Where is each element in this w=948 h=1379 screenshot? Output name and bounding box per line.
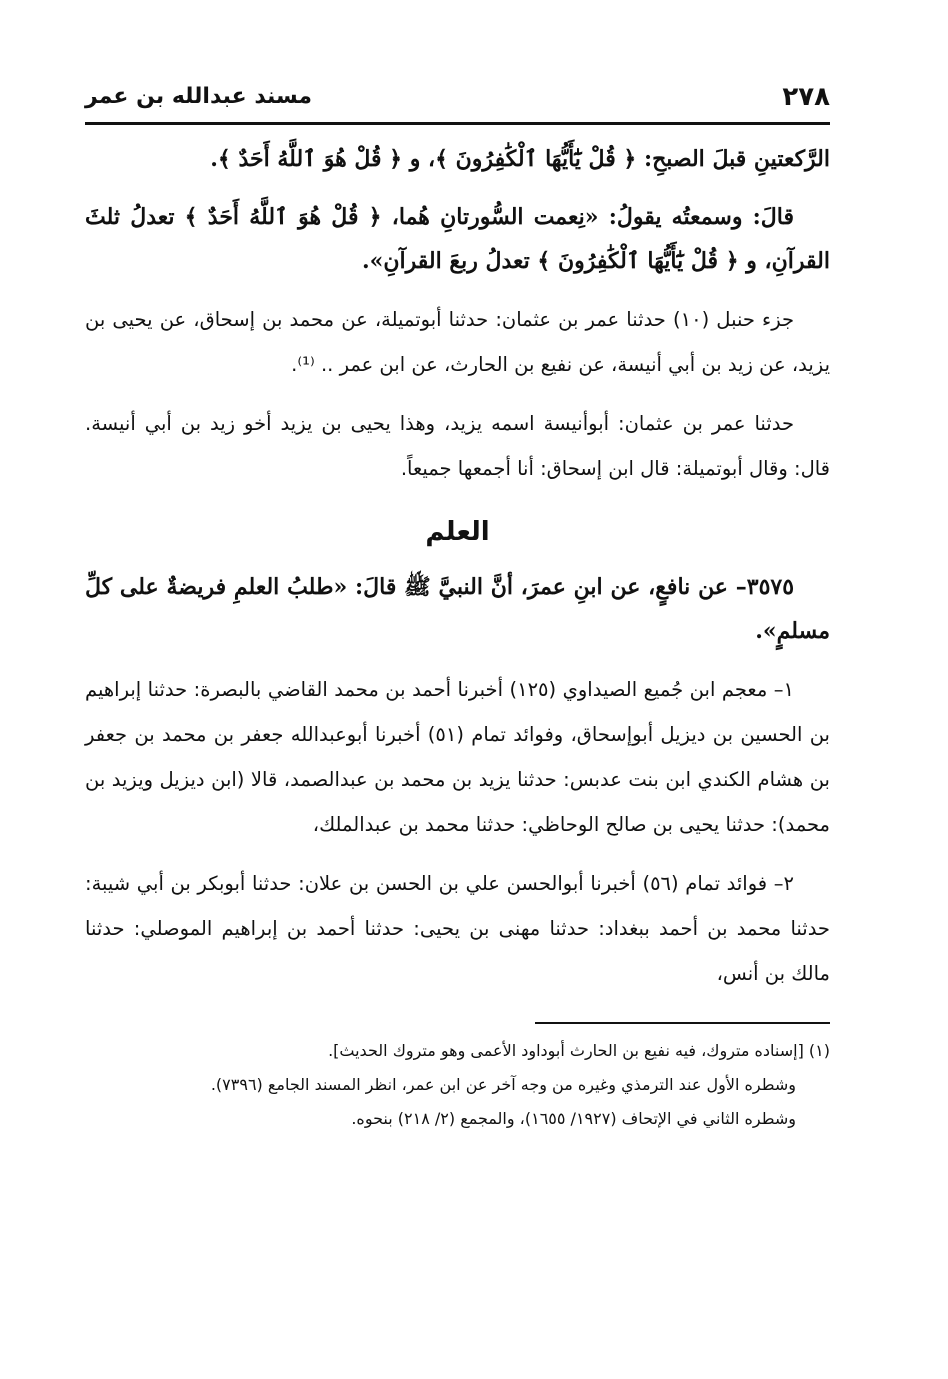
hadith-saying: قالَ: وسمعتُه يقولُ: «نِعمت السُّورتانِ هُما، ﴿ قُلْ هُوَ ٱللَّهُ أَحَدٌ ﴾ تعدلُ ثلثَ القرآنِ، و ﴿ قُلْ يَٰٓأَيُّهَا ٱلْكَٰفِرُونَ ﴾ تعدلُ ربعَ القرآنِ». [85,204,830,274]
hadith-continuation: الرَّكعتينِ قبلَ الصبحِ: ﴿ قُلْ يَٰٓأَيُّهَا ٱلْكَٰفِرُونَ ﴾، و ﴿ قُلْ هُوَ ٱللَّهُ أَحَدٌ ﴾. [210,146,830,172]
footnote-1-part-2: وشطره الثاني في الإتحاف (١٩٢٧/ ١٦٥٥)، والمجمع (٢/ ٢١٨) بنحوه. [351,1109,796,1128]
source-2: ٢– فوائد تمام (٥٦) أخبرنا أبوالحسن علي بن الحسن بن علان: حدثنا أبوبكر بن أبي شيبة: حدثنا محمد بن أحمد ببغداد: حدثنا مهنى بن يحيى: حدثنا أحمد بن إبراهيم الموصلي: حدثنا مالك بن أنس، [85,872,830,985]
footnote-divider [535,1022,830,1024]
source-juz-hanbal: جزء حنبل (١٠) حدثنا عمر بن عثمان: حدثنا أبوتميلة، عن محمد بن إسحاق، عن يحيى بن يزيد، عن زيد بن أبي أنيسة، عن نفيع بن الحارث، عن ابن عمر .. ⁽¹⁾. [85,308,830,376]
source-1: ١– معجم ابن جُميع الصيداوي (١٢٥) أخبرنا أحمد بن محمد القاضي بالبصرة: حدثنا إبراهيم بن الحسين بن ديزيل أبوإسحاق، وفوائد تمام (٥١) أخبرنا أبوعبدالله جعفر بن محمد بن جعفر بن هشام الكندي ابن بنت عدبس: حدثنا يزيد بن محمد بن عبدالصمد، قالا (ابن ديزيل ويزيد بن محمد): حدثنا يحيى بن صالح الوحاظي: حدثنا محمد بن عبدالملك، [85,678,830,836]
page-body [85,137,830,996]
section-title: العلم [425,517,490,547]
footnote-1-part-1: وشطره الأول عند الترمذي وغيره من وجه آخر عن ابن عمر، انظر المسند الجامع (٧٣٩٦). [210,1075,796,1094]
book-title: مسند عبدالله بن عمر [85,84,313,109]
page-number: ٢٧٨ [782,82,830,112]
hadith-3575: ٣٥٧٥– عن نافعٍ، عن ابنِ عمرَ، أنَّ النبيَّ ﷺ قالَ: «طلبُ العلمِ فريضةٌ على كلِّ مسلمٍ». [85,574,830,644]
book-page [85,78,830,1308]
running-header [85,78,830,125]
footnote-1: (١) [إسناده متروك، فيه نفيع بن الحارث أبوداود الأعمى وهو متروك الحديث]. [328,1041,830,1060]
footnotes [85,1034,830,1136]
source-note: حدثنا عمر بن عثمان: أبوأنيسة اسمه يزيد، وهذا يحيى بن يزيد أخو زيد بن أبي أنيسة. قال: وقال أبوتميلة: قال ابن إسحاق: أنا أجمعها جميعاً. [85,412,830,480]
